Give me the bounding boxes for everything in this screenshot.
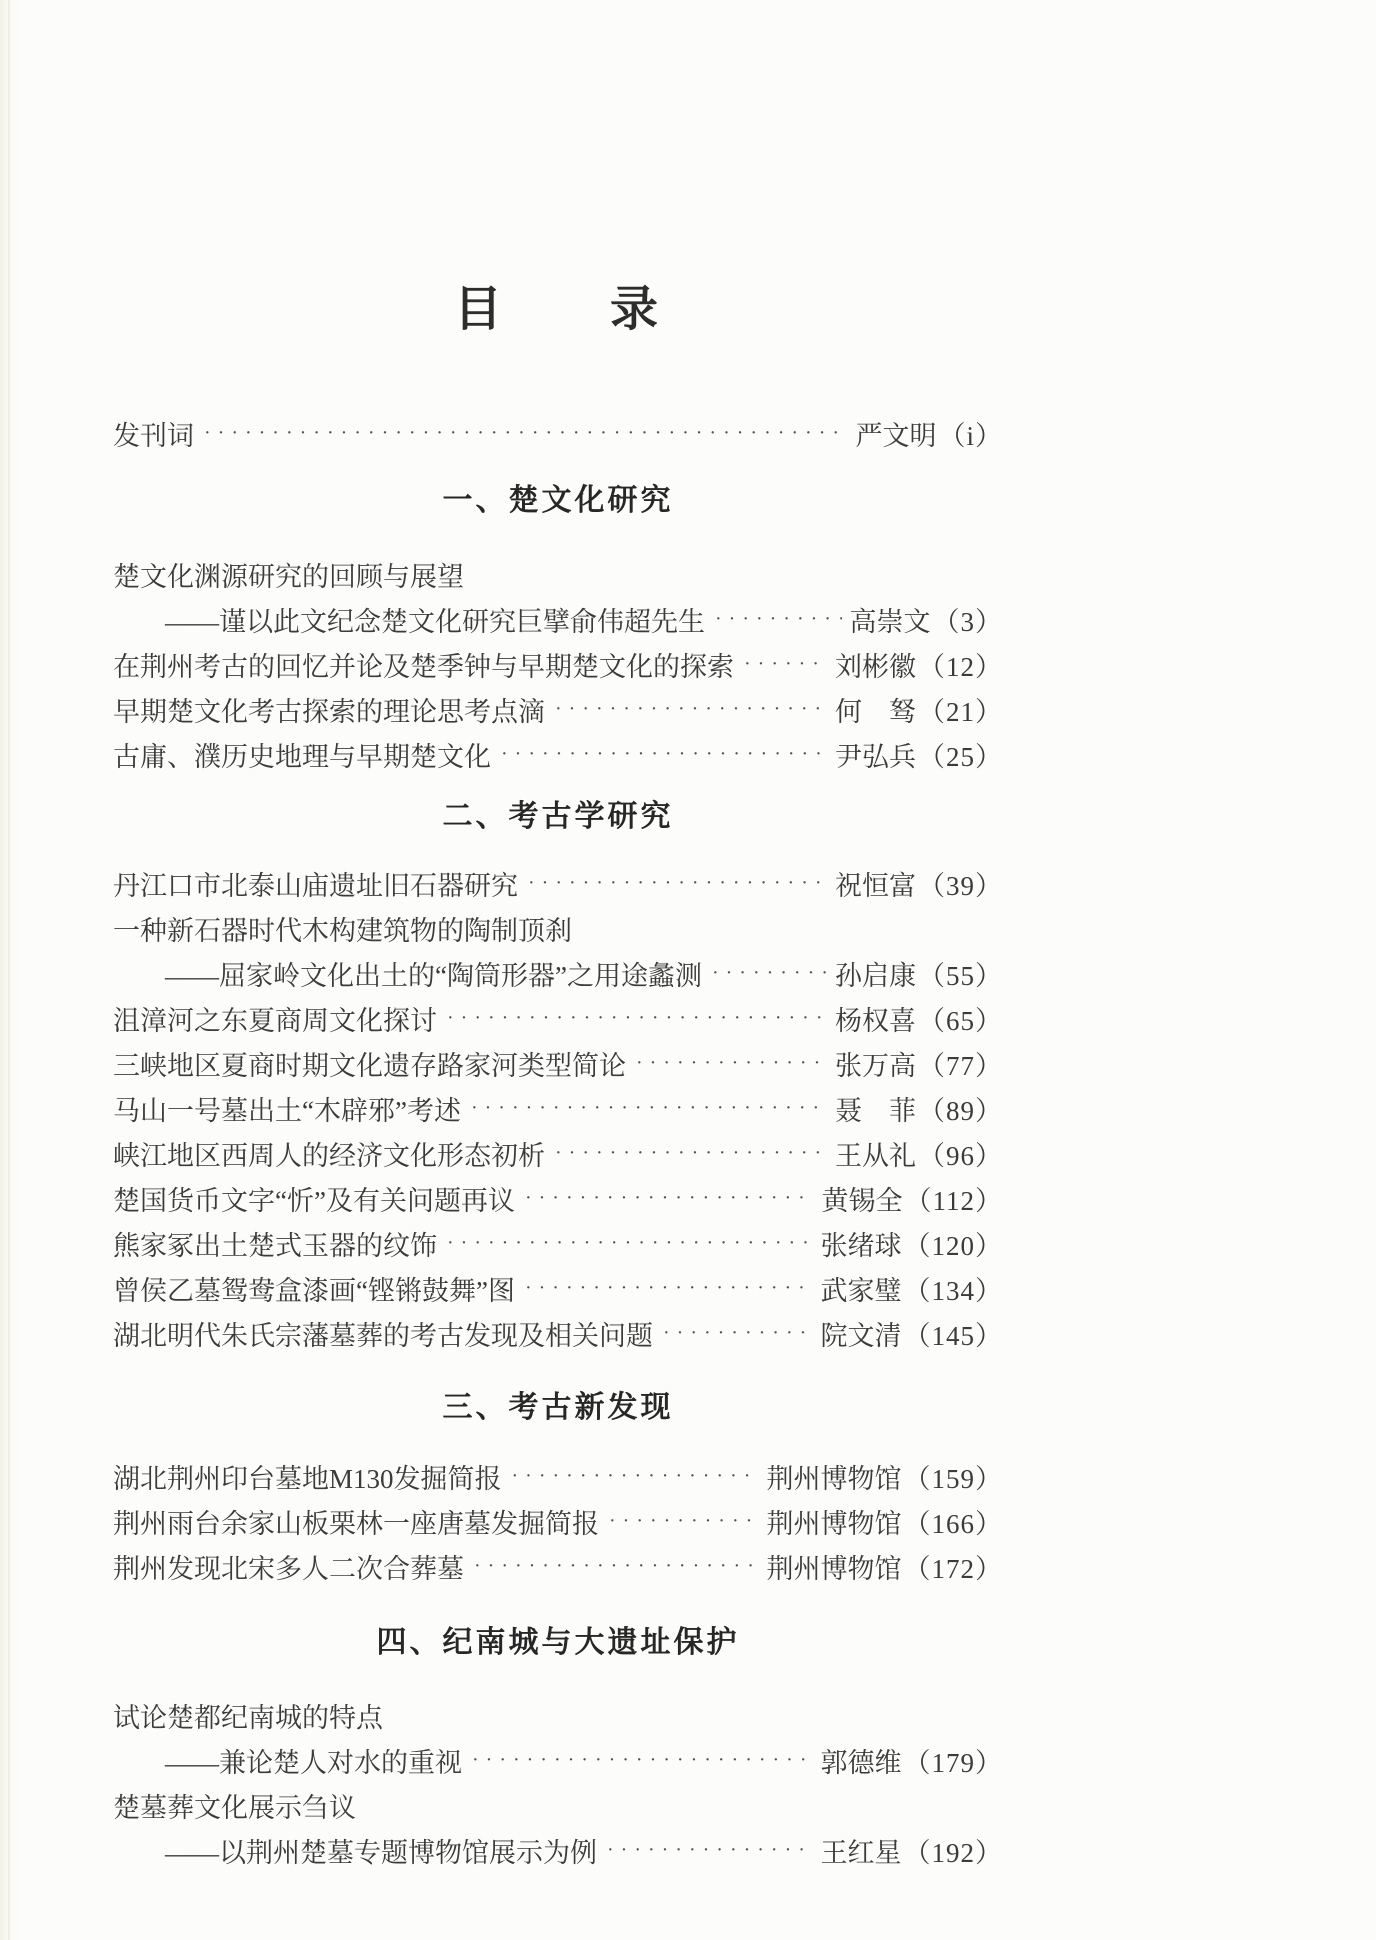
entry-author: 孙启康 (835, 961, 916, 991)
entry-title: 湖北荆州印台墓地M130发掘简报 (113, 1464, 502, 1494)
toc-entry-row (113, 597, 1003, 642)
toc-entry-row (113, 1131, 1003, 1176)
entry-page-number: （i） (938, 421, 1003, 451)
toc-entry-row (113, 1499, 1003, 1544)
dot-leader (607, 1839, 813, 1862)
toc-entry-row (113, 906, 1003, 951)
entry-title: 三峡地区夏商时期文化遗存路家河类型简论 (113, 1051, 626, 1081)
dot-leader (472, 1749, 813, 1772)
entry-title: 一种新石器时代木构建筑物的陶制顶刹 (113, 916, 572, 946)
entry-author: 聂 菲 (835, 1096, 916, 1126)
entry-title: 试论楚都纪南城的特点 (113, 1703, 383, 1733)
dot-leader (525, 1277, 813, 1300)
entry-page-number: （65） (918, 1006, 1003, 1036)
entry-title: 荆州发现北宋多人二次合葬墓 (113, 1554, 464, 1584)
entry-page-number: （145） (903, 1321, 1003, 1351)
toc-entry-row (113, 1544, 1003, 1589)
toc-content (113, 411, 1003, 1873)
section-heading: 四、纪南城与大遗址保护 (376, 1626, 740, 1659)
toc-entry-row (113, 552, 1003, 597)
dot-leader (744, 653, 827, 676)
entry-author: 刘彬徽 (835, 652, 916, 682)
entry-title: 熊家冢出土楚式玉器的纹饰 (113, 1231, 437, 1261)
toc-entry-row (113, 1041, 1003, 1086)
entry-page-number: （21） (918, 697, 1003, 727)
entry-page-number: （3） (932, 607, 1003, 637)
entry-title: ——以荆州楚墓专题博物馆展示为例 (165, 1838, 597, 1868)
toc-entry-row (113, 1086, 1003, 1131)
toc-entry-row (113, 1176, 1003, 1221)
dot-leader (636, 1052, 827, 1075)
toc-entry-row (113, 1738, 1003, 1783)
entry-page-number: （77） (918, 1051, 1003, 1081)
entry-title: 沮漳河之东夏商周文化探讨 (113, 1006, 437, 1036)
entry-author: 尹弘兵 (835, 742, 916, 772)
dot-leader (715, 608, 842, 631)
entry-title: 峡江地区西周人的经济文化形态初析 (113, 1141, 545, 1171)
entry-title: 早期楚文化考古探索的理论思考点滴 (113, 697, 545, 727)
dot-leader (204, 422, 847, 445)
entry-title: 荆州雨台余家山板栗林一座唐墓发掘简报 (113, 1509, 599, 1539)
entry-author: 张万高 (835, 1051, 916, 1081)
entry-title: 楚墓葬文化展示刍议 (113, 1793, 356, 1823)
entry-author: 高崇文 (849, 607, 931, 637)
toc-entry-row (113, 996, 1003, 1041)
entry-title: 古庸、濮历史地理与早期楚文化 (113, 742, 491, 772)
entry-title: 发刊词 (113, 421, 194, 451)
entry-title: ——兼论楚人对水的重视 (165, 1748, 462, 1778)
dot-leader (525, 1187, 814, 1210)
entry-author: 荆州博物馆 (766, 1464, 902, 1494)
entry-author: 荆州博物馆 (766, 1554, 902, 1584)
dot-leader (712, 962, 827, 985)
toc-entry-row (113, 1454, 1003, 1499)
entry-page-number: （39） (918, 871, 1003, 901)
entry-page-number: （112） (904, 1186, 1003, 1216)
dot-leader (609, 1510, 759, 1533)
toc-entry-row (113, 732, 1003, 777)
entry-page-number: （166） (903, 1509, 1003, 1539)
entry-title: 在荆州考古的回忆并论及楚季钟与早期楚文化的探索 (113, 652, 734, 682)
entry-author: 荆州博物馆 (766, 1509, 902, 1539)
toc-entry-row (113, 642, 1003, 687)
entry-page-number: （55） (918, 961, 1003, 991)
entry-title: 丹江口市北泰山庙遗址旧石器研究 (113, 871, 518, 901)
entry-author: 院文清 (820, 1321, 902, 1351)
entry-page-number: （134） (903, 1276, 1003, 1306)
section-heading: 三、考古新发现 (442, 1391, 674, 1424)
entry-title: ——谨以此文纪念楚文化研究巨擘俞伟超先生 (165, 607, 705, 637)
entry-author: 何 驽 (835, 697, 916, 727)
dot-leader (528, 872, 827, 895)
toc-entry-row (113, 687, 1003, 732)
entry-author: 郭德维 (820, 1748, 902, 1778)
toc-entry-row (113, 861, 1003, 906)
entry-author: 王红星 (820, 1838, 902, 1868)
entry-page-number: （172） (903, 1554, 1003, 1584)
toc-entry-row (113, 1828, 1003, 1873)
dot-leader (555, 698, 827, 721)
entry-title: 马山一号墓出土“木辟邪”考述 (113, 1096, 461, 1126)
dot-leader (663, 1322, 813, 1345)
entry-author: 张绪球 (820, 1231, 902, 1261)
dot-leader (512, 1465, 759, 1488)
toc-entry-row (113, 1221, 1003, 1266)
entry-page-number: （96） (918, 1141, 1003, 1171)
entry-title: 楚文化渊源研究的回顾与展望 (113, 562, 464, 592)
entry-page-number: （120） (903, 1231, 1003, 1261)
entry-author: 杨权喜 (835, 1006, 916, 1036)
dot-leader (501, 743, 827, 766)
toc-entry-row (113, 411, 1003, 456)
entry-page-number: （25） (918, 742, 1003, 772)
section-heading: 二、考古学研究 (442, 800, 674, 833)
page-title: 目 录 (453, 283, 662, 336)
toc-entry-row (113, 1783, 1003, 1828)
entry-title: ——屈家岭文化出土的“陶筒形器”之用途蠡测 (165, 961, 702, 991)
dot-leader (447, 1007, 827, 1030)
dot-leader (555, 1142, 827, 1165)
dot-leader (471, 1097, 827, 1120)
entry-title: 湖北明代朱氏宗藩墓葬的考古发现及相关问题 (113, 1321, 653, 1351)
entry-page-number: （179） (903, 1748, 1003, 1778)
entry-page-number: （12） (918, 652, 1003, 682)
entry-author: 祝恒富 (835, 871, 916, 901)
entry-author: 武家璧 (820, 1276, 902, 1306)
entry-title: 楚国货币文字“忻”及有关问题再议 (113, 1186, 515, 1216)
dot-leader (447, 1232, 813, 1255)
entry-author: 王从礼 (835, 1141, 916, 1171)
toc-entry-row (113, 951, 1003, 996)
entry-page-number: （159） (903, 1464, 1003, 1494)
entry-title: 曾侯乙墓鸳鸯盒漆画“铿锵鼓舞”图 (113, 1276, 515, 1306)
entry-page-number: （192） (903, 1838, 1003, 1868)
toc-entry-row (113, 1311, 1003, 1356)
toc-entry-row (113, 1693, 1003, 1738)
toc-entry-row (113, 1266, 1003, 1311)
entry-page-number: （89） (918, 1096, 1003, 1126)
entry-author: 严文明 (855, 421, 937, 451)
section-heading: 一、楚文化研究 (442, 484, 674, 517)
toc-column (113, 285, 1003, 1873)
entry-author: 黄锡全 (821, 1186, 903, 1216)
dot-leader (474, 1555, 759, 1578)
